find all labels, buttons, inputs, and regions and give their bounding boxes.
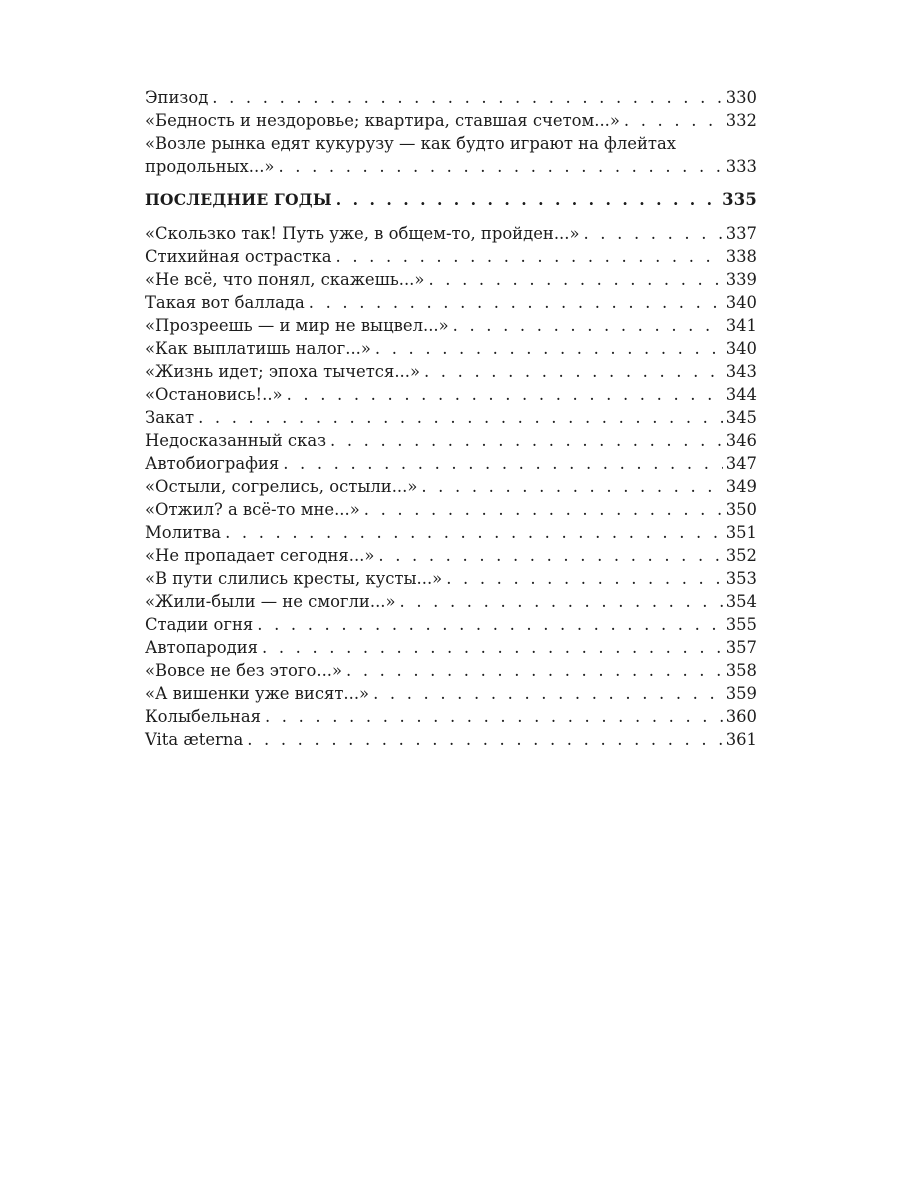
toc-entry: [145, 521, 757, 544]
toc-entry-title: «Скользко так! Путь уже, в общем-то, пройден...»: [145, 224, 580, 243]
toc-entry-title: «Жизнь идет; эпоха тычется...»: [145, 362, 420, 381]
dot-leader: [212, 86, 722, 109]
toc-entry-title: «В пути слились кресты, кусты...»: [145, 569, 443, 588]
toc-entry-title: «Бедность и нездоровье; квартира, ставшая счетом...»: [145, 111, 620, 130]
toc-entry-title: «Остыли, согрелись, остыли...»: [145, 477, 418, 496]
toc-entry: [145, 659, 757, 682]
toc-entry-page: 357: [725, 638, 757, 657]
toc-entry-page: 351: [725, 523, 757, 542]
toc-entry-page: 360: [725, 707, 757, 726]
toc-entry: [145, 682, 757, 705]
toc-entry-title: «Прозреешь — и мир не выцвел...»: [145, 316, 449, 335]
section-page: 335: [722, 190, 757, 209]
toc-entry-title: Стихийная острастка: [145, 247, 332, 266]
dot-leader: [283, 452, 723, 475]
toc-entry-page: 340: [725, 293, 757, 312]
toc-entry-page: 340: [725, 339, 757, 358]
toc-entry-title: Эпизод: [145, 88, 209, 107]
toc-entry: [145, 705, 757, 728]
toc-entry-title: Такая вот баллада: [145, 293, 305, 312]
toc-entry-page: 338: [725, 247, 757, 266]
toc-entry-page: 333: [725, 157, 757, 176]
toc-entry-list: [145, 222, 757, 751]
toc-entry-page: 353: [725, 569, 757, 588]
dot-leader: [421, 475, 722, 498]
toc-entry-page: 355: [725, 615, 757, 634]
toc-entry: [145, 360, 757, 383]
toc-entry-page: 361: [725, 730, 757, 749]
toc-entry: [145, 567, 757, 590]
dot-leader: [446, 567, 722, 590]
toc-entry-page: 339: [725, 270, 757, 289]
dot-leader: [400, 590, 723, 613]
dot-leader: [198, 406, 723, 429]
toc-entry: [145, 613, 757, 636]
toc-entry: [145, 268, 757, 291]
toc-entry-page: 350: [725, 500, 757, 519]
toc-entry-page: 343: [725, 362, 757, 381]
toc-entry-title: «Вовсе не без этого...»: [145, 661, 343, 680]
toc-entry-page: 344: [725, 385, 757, 404]
toc-entry-page: 332: [725, 111, 757, 130]
dot-leader: [265, 705, 723, 728]
toc-entry-page: 345: [725, 408, 757, 427]
dot-leader: [364, 498, 723, 521]
toc-entry: [145, 475, 757, 498]
toc-entry: [145, 245, 757, 268]
toc-entry: [145, 498, 757, 521]
dot-leader: [336, 188, 719, 212]
toc-entry-title-line1: «Возле рынка едят кукурузу — как будто играют на флейтах: [145, 134, 677, 153]
toc-entry-page: 349: [725, 477, 757, 496]
dot-leader: [336, 245, 723, 268]
toc-entry-multiline: [145, 132, 757, 178]
dot-leader: [247, 728, 722, 751]
toc-entry: [145, 429, 757, 452]
section-heading: [145, 188, 757, 212]
toc-entry-title: «Не пропадает сегодня...»: [145, 546, 375, 565]
dot-leader: [278, 155, 722, 178]
toc-entry: [145, 109, 757, 132]
section-title: ПОСЛЕДНИЕ ГОДЫ: [145, 190, 332, 209]
toc-entry: [145, 544, 757, 567]
toc-entry-page: 346: [725, 431, 757, 450]
dot-leader: [428, 268, 722, 291]
toc-entry-title: Закат: [145, 408, 195, 427]
toc-entry-line2: [145, 155, 757, 178]
toc-entry-title: «Отжил? а всё-то мне...»: [145, 500, 360, 519]
toc-entry: [145, 291, 757, 314]
dot-leader: [309, 291, 723, 314]
toc-entry-title: Недосказанный сказ: [145, 431, 327, 450]
dot-leader: [378, 544, 722, 567]
toc-entry: [145, 728, 757, 751]
toc-entry-title: Vita æterna: [145, 730, 244, 749]
toc-entry: [145, 314, 757, 337]
toc-entry-page: 352: [725, 546, 757, 565]
dot-leader: [330, 429, 723, 452]
toc-entry-title: Автопародия: [145, 638, 258, 657]
toc-entry-title-line2: продольных...»: [145, 157, 275, 176]
toc-entry-title: Колыбельная: [145, 707, 261, 726]
dot-leader: [287, 383, 723, 406]
toc-entry-title: Стадии огня: [145, 615, 254, 634]
toc-entry-title: Автобиография: [145, 454, 280, 473]
toc-entry: [145, 222, 757, 245]
dot-leader: [375, 337, 723, 360]
toc-entry: [145, 337, 757, 360]
dot-leader: [225, 521, 723, 544]
dot-leader: [346, 659, 723, 682]
toc-entry: [145, 452, 757, 475]
toc-entry-page: 347: [725, 454, 757, 473]
dot-leader: [262, 636, 723, 659]
toc-entry-title: «Остановись!..»: [145, 385, 283, 404]
toc-entry-page: 330: [725, 88, 757, 107]
toc-entry: [145, 406, 757, 429]
dot-leader: [583, 222, 722, 245]
toc-entry-page: 358: [725, 661, 757, 680]
dot-leader: [624, 109, 723, 132]
toc-entry-page: 359: [725, 684, 757, 703]
toc-entry-title: «А вишенки уже висят...»: [145, 684, 370, 703]
toc-entry: [145, 636, 757, 659]
toc-entry: [145, 383, 757, 406]
toc-entry-page: 341: [725, 316, 757, 335]
toc-entry-page: 337: [725, 224, 757, 243]
dot-leader: [453, 314, 723, 337]
toc-entry-title: «Жили-были — не смогли...»: [145, 592, 396, 611]
toc-entry: [145, 590, 757, 613]
dot-leader: [424, 360, 723, 383]
table-of-contents: [145, 86, 757, 751]
toc-entry-page: 354: [725, 592, 757, 611]
toc-entry: [145, 86, 757, 109]
dot-leader: [257, 613, 722, 636]
dot-leader: [373, 682, 723, 705]
toc-entry-title: Молитва: [145, 523, 222, 542]
toc-entry-title: «Не всё, что понял, скажешь...»: [145, 270, 425, 289]
toc-entry-title: «Как выплатишь налог...»: [145, 339, 371, 358]
